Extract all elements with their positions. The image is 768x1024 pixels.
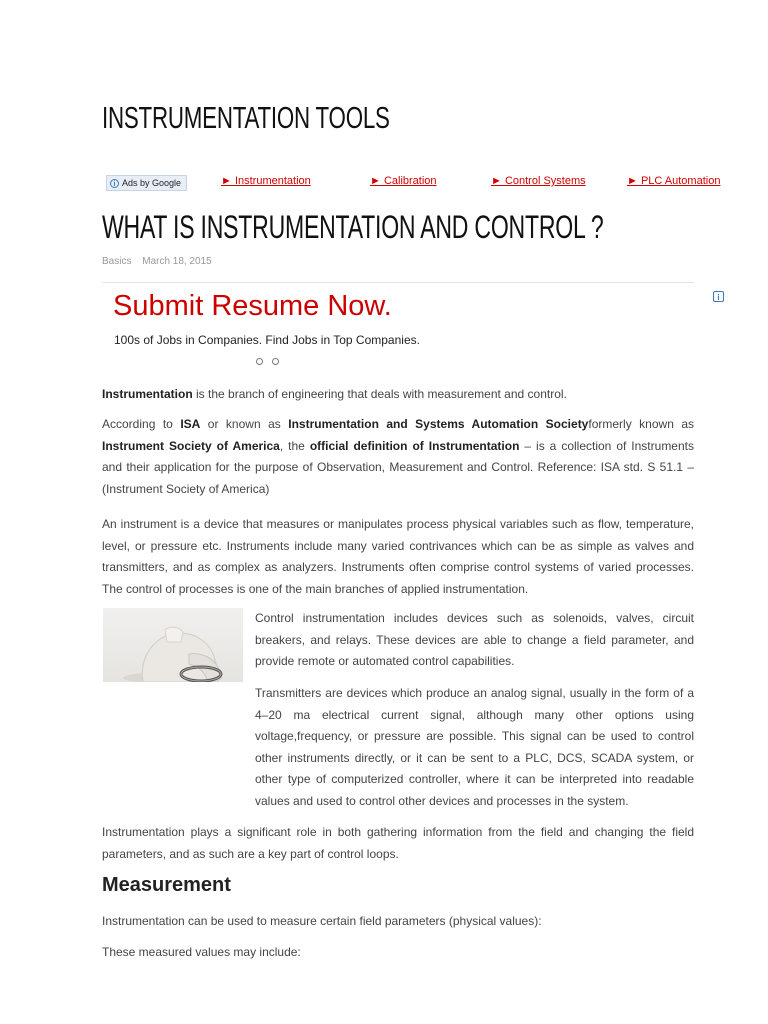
term-isa: ISA bbox=[180, 417, 201, 431]
ad-pagination bbox=[256, 358, 279, 365]
heading-measurement: Measurement bbox=[102, 874, 231, 896]
ads-by-google-badge[interactable] bbox=[106, 175, 187, 191]
paragraph-control: Control instrumentation includes devices such as solenoids, valves, circuit breakers, and relays. These devices are able to change a field parameter, and provide remote or automated control capabilities. bbox=[255, 611, 694, 668]
ad-page-dot[interactable] bbox=[272, 358, 279, 365]
intro-text: is the branch of engineering that deals with measurement and control. bbox=[192, 387, 567, 401]
paragraph-transmitters: Transmitters are devices which produce an analog signal, usually in the form of a 4–20 ma electrical current signal, although many other options using voltage,frequency, or pressure are possible. This signal can be used to control other instruments directly, or it can be sent to a PLC, DCS, SCADA system, or other type of computerized controller, where it can be interpreted into readable values and used to control other devices and processes in the system. bbox=[255, 686, 694, 808]
info-icon: i bbox=[110, 179, 119, 188]
ad-description: 100s of Jobs in Companies. Find Jobs in Top Companies. bbox=[114, 333, 420, 347]
article-image bbox=[103, 608, 243, 682]
ad-headline[interactable]: Submit Resume Now. bbox=[113, 290, 392, 322]
paragraph-intro bbox=[102, 384, 694, 406]
ad-link-calibration[interactable]: ► Calibration bbox=[370, 175, 437, 187]
def-text: According to bbox=[102, 417, 181, 431]
def-text: – is a collection of Instruments and their application for the purpose of Observation, Measurement and Control. Reference: ISA std. S 51.1 – (Instrument Society of America) bbox=[102, 438, 694, 496]
paragraph-values: These measured values may include: bbox=[102, 945, 301, 959]
ad-link-instrumentation[interactable]: ► Instrumentation bbox=[221, 175, 311, 187]
post-category[interactable]: Basics bbox=[102, 256, 132, 267]
term-isas: Instrumentation and Systems Automation Society bbox=[288, 417, 589, 431]
term-instrumentation: Instrumentation bbox=[102, 387, 193, 401]
post-date: March 18, 2015 bbox=[142, 256, 212, 267]
post-meta bbox=[102, 256, 212, 267]
ad-info-icon[interactable]: i bbox=[713, 291, 724, 302]
term-official-definition: official definition of Instrumentation bbox=[309, 438, 520, 453]
ad-banner[interactable] bbox=[102, 282, 694, 373]
ads-badge-label: Ads by Google bbox=[122, 178, 182, 188]
def-text: , the bbox=[279, 438, 310, 453]
def-text: formerly known as bbox=[588, 417, 695, 431]
solenoid-valve-image bbox=[103, 608, 243, 682]
paragraph-definition bbox=[102, 414, 694, 500]
def-text: or known as bbox=[200, 417, 289, 431]
ad-link-plc-automation[interactable]: ► PLC Automation bbox=[627, 175, 721, 187]
ad-link-control-systems[interactable]: ► Control Systems bbox=[491, 175, 586, 187]
paragraph-measure: Instrumentation can be used to measure certain field parameters (physical values): bbox=[102, 914, 542, 928]
post-title: WHAT IS INSTRUMENTATION AND CONTROL ? bbox=[102, 209, 604, 245]
ads-bar bbox=[0, 173, 768, 193]
paragraph-role: Instrumentation plays a significant role in both gathering information from the field and changing the field parameters, and as such are a key part of control loops. bbox=[102, 825, 694, 861]
term-isam: Instrument Society of America bbox=[102, 438, 280, 453]
site-title[interactable]: INSTRUMENTATION TOOLS bbox=[102, 100, 390, 135]
ad-page-dot[interactable] bbox=[256, 358, 263, 365]
paragraph-instrument: An instrument is a device that measures or manipulates process physical variables such as flow, temperature, level, or pressure etc. Instruments include many varied contrivances which can be as simple as valves and transmitters, and as complex as analyzers. Instruments often comprise control systems of varied processes. The control of processes is one of the main branches of applied instrumentation. bbox=[102, 517, 694, 596]
